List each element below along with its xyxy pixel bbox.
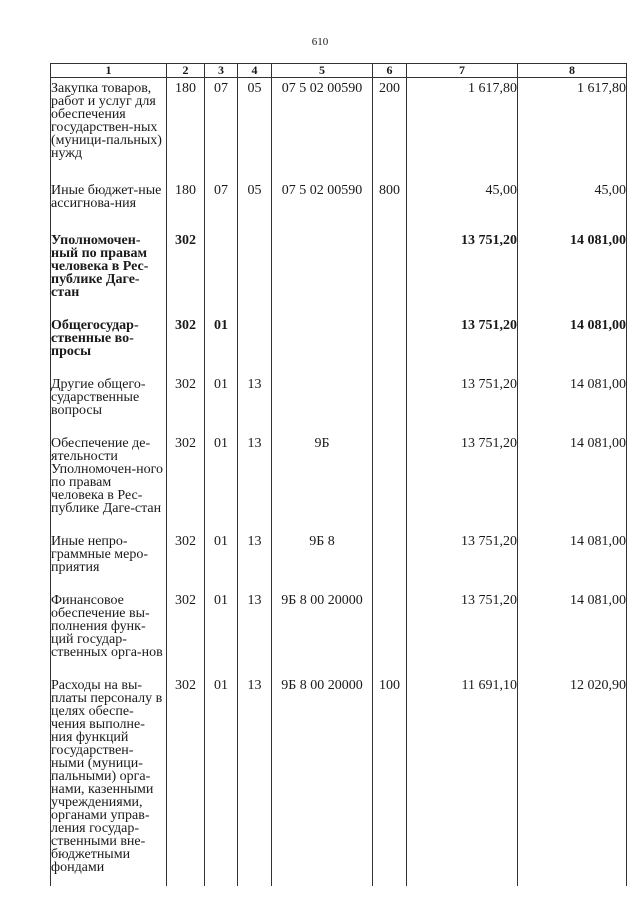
row-name: Обеспечение де-ятельности Уполномочен-ного по правам человека в Рес-публике Даге-стан [51,417,167,515]
row-col-3: 01 [205,659,238,874]
row-col-8: 14 081,00 [518,417,627,515]
row-col-2: 302 [167,515,205,574]
row-col-7: 1 617,80 [407,78,518,161]
filler-cell [373,874,407,886]
row-col-6 [373,358,407,417]
row-col-5 [272,358,373,417]
row-col-4: 13 [238,417,272,515]
row-col-2: 302 [167,574,205,659]
row-col-4: 13 [238,358,272,417]
header-row [51,64,627,78]
filler-cell [272,874,373,886]
row-col-8: 14 081,00 [518,515,627,574]
row-col-6 [373,299,407,358]
table-row [51,417,627,515]
row-col-5: 9Б [272,417,373,515]
row-col-7: 11 691,10 [407,659,518,874]
row-col-6 [373,515,407,574]
row-col-2: 180 [167,78,205,161]
row-col-5: 07 5 02 00590 [272,160,373,210]
row-col-8: 14 081,00 [518,210,627,299]
table-row [51,515,627,574]
row-col-3: 01 [205,515,238,574]
row-col-6 [373,417,407,515]
row-col-2: 302 [167,299,205,358]
header-col-1: 1 [51,64,167,78]
row-col-8: 14 081,00 [518,358,627,417]
table-row [51,299,627,358]
row-col-6: 100 [373,659,407,874]
row-col-2: 302 [167,358,205,417]
row-col-6: 200 [373,78,407,161]
row-col-4 [238,299,272,358]
row-col-4 [238,210,272,299]
row-col-8: 45,00 [518,160,627,210]
row-col-3: 01 [205,358,238,417]
filler-cell [518,874,627,886]
row-col-4: 13 [238,574,272,659]
row-col-6 [373,210,407,299]
row-name: Общегосудар-ственные во-просы [51,299,167,358]
header-col-5: 5 [272,64,373,78]
filler-cell [238,874,272,886]
filler-cell [205,874,238,886]
row-col-5 [272,299,373,358]
row-col-2: 302 [167,659,205,874]
row-col-4: 05 [238,160,272,210]
header-col-2: 2 [167,64,205,78]
row-col-2: 302 [167,210,205,299]
header-col-3: 3 [205,64,238,78]
table-row [51,659,627,874]
row-col-7: 13 751,20 [407,417,518,515]
row-col-8: 12 020,90 [518,659,627,874]
row-col-3 [205,210,238,299]
row-col-5: 9Б 8 00 20000 [272,659,373,874]
row-name: Финансовое обеспечение вы-полнения функ-ций государ-ственных орга-нов [51,574,167,659]
row-col-7: 45,00 [407,160,518,210]
row-col-3: 01 [205,299,238,358]
row-col-3: 07 [205,78,238,161]
row-col-2: 302 [167,417,205,515]
row-col-8: 14 081,00 [518,299,627,358]
row-col-7: 13 751,20 [407,358,518,417]
row-name: Иные непро-граммные меро-приятия [51,515,167,574]
table-row [51,78,627,161]
row-col-5: 07 5 02 00590 [272,78,373,161]
row-col-5 [272,210,373,299]
row-col-7: 13 751,20 [407,574,518,659]
row-col-3: 01 [205,417,238,515]
row-col-5: 9Б 8 [272,515,373,574]
table-row [51,210,627,299]
row-col-4: 05 [238,78,272,161]
row-col-2: 180 [167,160,205,210]
table-row-filler [51,874,627,886]
row-name: Иные бюджет-ные ассигнова-ния [51,160,167,210]
filler-cell [51,874,167,886]
filler-cell [407,874,518,886]
row-col-7: 13 751,20 [407,515,518,574]
row-name: Уполномочен-ный по правам человека в Рес-публике Даге-стан [51,210,167,299]
header-col-8: 8 [518,64,627,78]
row-col-6 [373,574,407,659]
header-col-4: 4 [238,64,272,78]
table-body [51,78,627,887]
row-name: Закупка товаров, работ и услуг для обеспечения государствен-ных (муници-пальных) нужд [51,78,167,161]
filler-cell [167,874,205,886]
row-col-7: 13 751,20 [407,210,518,299]
row-col-5: 9Б 8 00 20000 [272,574,373,659]
row-col-6: 800 [373,160,407,210]
table-row [51,160,627,210]
row-col-8: 1 617,80 [518,78,627,161]
page-number: 610 [311,36,329,48]
row-col-8: 14 081,00 [518,574,627,659]
header-col-7: 7 [407,64,518,78]
row-name: Расходы на вы-платы персоналу в целях обеспе-чения выполне-ния функций государствен-ными (муници-пальными) орга-нами, казенными учреждениями, органами управ-ления государ-ственными вне-бюджетными фондами [51,659,167,874]
row-col-3: 01 [205,574,238,659]
row-name: Другие общего-сударственные вопросы [51,358,167,417]
row-col-4: 13 [238,659,272,874]
row-col-4: 13 [238,515,272,574]
header-col-6: 6 [373,64,407,78]
row-col-7: 13 751,20 [407,299,518,358]
table-row [51,574,627,659]
budget-table [50,63,627,886]
row-col-3: 07 [205,160,238,210]
table-row [51,358,627,417]
